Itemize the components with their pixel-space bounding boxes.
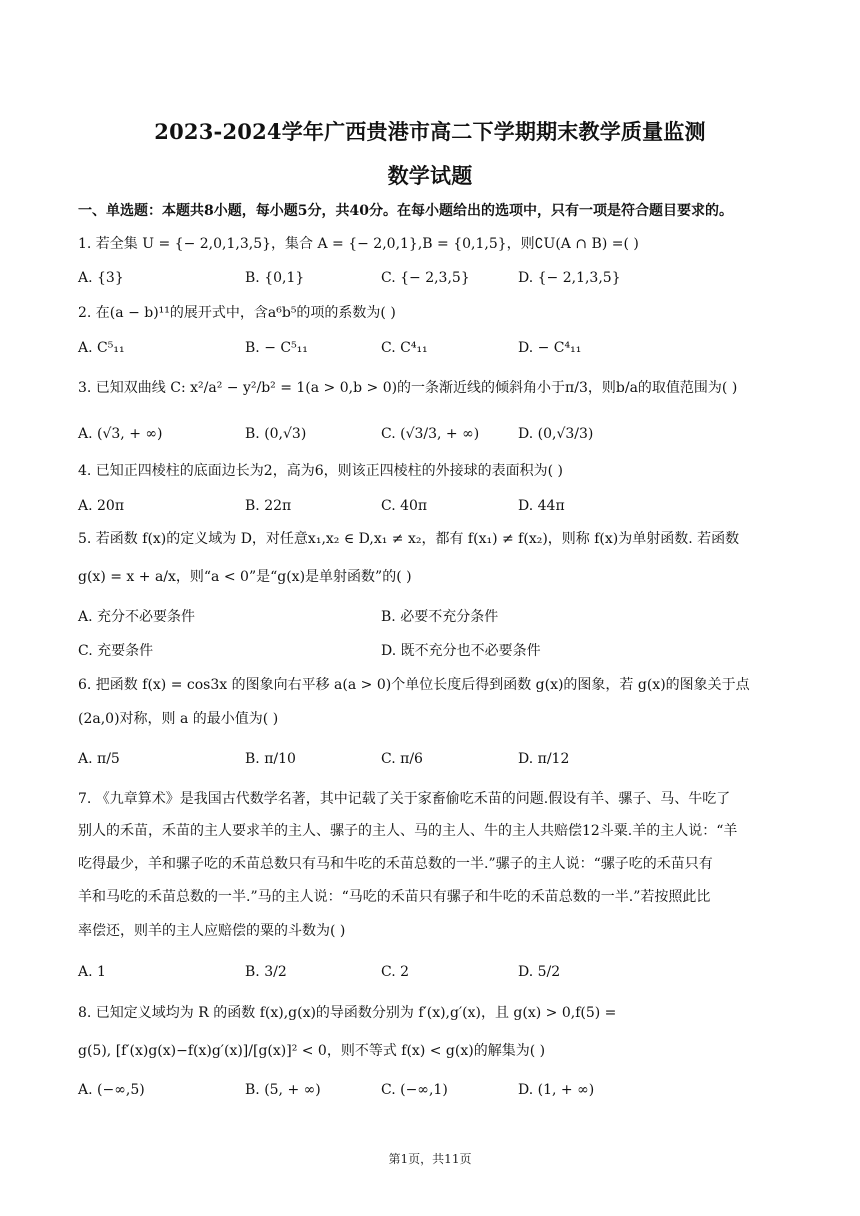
question-6-option-a: A. π/5: [78, 751, 120, 767]
page-subtitle: 数学试题: [387, 163, 473, 188]
question-2-option-c: C. C⁴₁₁: [381, 340, 428, 356]
question-7-option-d: D. 5/2: [518, 964, 561, 980]
section-heading: 一、单选题：本题共8小题，每小题5分，共40分。在每小题给出的选项中，只有一项是符合题目要求的。: [78, 203, 733, 219]
question-5-option-d: D. 既不充分也不必要条件: [381, 643, 541, 659]
question-8-option-b: B. (5, + ∞): [245, 1082, 321, 1098]
question-4-option-a: A. 20π: [78, 498, 125, 514]
question-8-text-line-2: g(5), [f′(x)g(x)−f(x)g′(x)]/[g(x)]² < 0，则不等式 f(x) < g(x)的解集为( ): [78, 1043, 546, 1059]
question-7-text-line-2: 别人的禾苗，禾苗的主人要求羊的主人、骡子的主人、马的主人、牛的主人共赔偿12斗粟.羊的主人说：“羊: [78, 823, 738, 839]
question-7-option-c: C. 2: [381, 964, 410, 980]
page-title: 2023-2024学年广西贵港市高二下学期期末教学质量监测: [154, 119, 706, 144]
question-2-option-b: B. − C⁵₁₁: [245, 340, 308, 356]
question-5-option-b: B. 必要不充分条件: [381, 609, 499, 625]
question-3-option-a: A. (√3, + ∞): [78, 426, 163, 442]
question-3-option-b: B. (0,√3): [245, 426, 307, 442]
question-2-text: 2. 在(a − b)¹¹的展开式中，含a⁶b⁵的项的系数为( ): [78, 305, 396, 321]
question-6-option-b: B. π/10: [245, 751, 296, 767]
question-5-option-c: C. 充要条件: [78, 643, 154, 659]
question-4-text: 4. 已知正四棱柱的底面边长为2，高为6，则该正四棱柱的外接球的表面积为( ): [78, 463, 563, 479]
question-8-option-d: D. (1, + ∞): [518, 1082, 595, 1098]
question-4-option-b: B. 22π: [245, 498, 292, 514]
question-7-text-line-4: 羊和马吃的禾苗总数的一半.”马的主人说：“马吃的禾苗只有骡子和牛吃的禾苗总数的一半.”若按照此比: [78, 889, 711, 905]
question-8-text-line-1: 8. 已知定义域均为 R 的函数 f(x),g(x)的导函数分别为 f′(x),g′(x)，且 g(x) > 0,f(5) =: [78, 1005, 617, 1021]
question-3-option-c: C. (√3/3, + ∞): [381, 426, 480, 442]
question-7-option-b: B. 3/2: [245, 964, 287, 980]
question-4-option-d: D. 44π: [518, 498, 565, 514]
question-6-text-line-1: 6. 把函数 f(x) = cos3x 的图象向右平移 a(a > 0)个单位长度后得到函数 g(x)的图象，若 g(x)的图象关于点: [78, 677, 750, 693]
question-3-text: 3. 已知双曲线 C: x²/a² − y²/b² = 1(a > 0,b > 0)的一条渐近线的倾斜角小于π/3，则b/a的取值范围为( ): [78, 380, 738, 396]
question-1-option-c: C. {− 2,3,5}: [381, 270, 470, 286]
question-2-option-d: D. − C⁴₁₁: [518, 340, 582, 356]
question-1-option-a: A. {3}: [78, 270, 124, 286]
question-5-text-line-1: 5. 若函数 f(x)的定义域为 D，对任意x₁,x₂ ∈ D,x₁ ≠ x₂，都有 f(x₁) ≠ f(x₂)，则称 f(x)为单射函数. 若函数: [78, 531, 740, 547]
question-6-option-d: D. π/12: [518, 751, 570, 767]
question-3-option-d: D. (0,√3/3): [518, 426, 594, 442]
question-6-option-c: C. π/6: [381, 751, 423, 767]
question-8-option-a: A. (−∞,5): [78, 1082, 145, 1098]
question-1-option-d: D. {− 2,1,3,5}: [518, 270, 621, 286]
question-8-option-c: C. (−∞,1): [381, 1082, 448, 1098]
question-2-option-a: A. C⁵₁₁: [78, 340, 125, 356]
question-7-text-line-1: 7. 《九章算术》是我国古代数学名著，其中记载了关于家畜偷吃禾苗的问题.假设有羊、骡子、马、牛吃了: [78, 791, 731, 807]
question-7-text-line-3: 吃得最少，羊和骡子吃的禾苗总数只有马和牛吃的禾苗总数的一半.”骡子的主人说：“骡子吃的禾苗只有: [78, 856, 713, 872]
question-1-text: 1. 若全集 U = {− 2,0,1,3,5}，集合 A = {− 2,0,1},B = {0,1,5}，则∁U(A ∩ B) =( ): [78, 236, 639, 252]
question-1-option-b: B. {0,1}: [245, 270, 305, 286]
question-5-option-a: A. 充分不必要条件: [78, 609, 196, 625]
question-6-text-line-2: (2a,0)对称，则 a 的最小值为( ): [78, 711, 279, 727]
question-7-option-a: A. 1: [78, 964, 106, 980]
question-7-text-line-5: 率偿还，则羊的主人应赔偿的粟的斗数为( ): [78, 923, 346, 939]
question-5-text-line-2: g(x) = x + a/x，则“a < 0”是“g(x)是单射函数”的( ): [78, 569, 412, 585]
page-footer: 第1页，共11页: [388, 1152, 472, 1166]
question-4-option-c: C. 40π: [381, 498, 428, 514]
